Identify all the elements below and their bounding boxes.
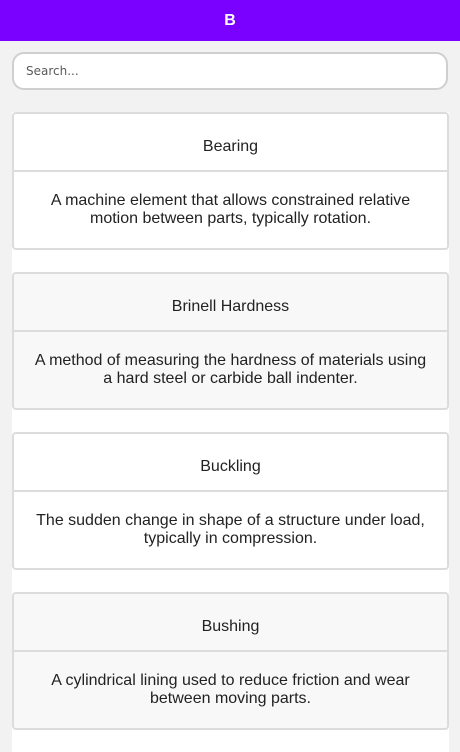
search-container [0,41,460,90]
glossary-term: Buckling [14,434,447,492]
glossary-definition: A machine element that allows constrained relative motion between parts, typically rotation. [50,192,411,227]
glossary-definition: A method of measuring the hardness of materials using a hard steel or carbide ball indenter. [34,352,427,387]
glossary-list [12,112,449,752]
glossary-card[interactable] [12,112,449,250]
glossary-card[interactable] [12,592,449,730]
header-bar [0,0,460,41]
glossary-card[interactable] [12,432,449,570]
glossary-definition: The sudden change in shape of a structure under load, typically in compression. [36,512,425,547]
glossary-definition: A cylindrical lining used to reduce friction and wear between moving parts. [51,672,410,707]
page-title: B [224,11,236,29]
glossary-card[interactable] [12,272,449,410]
glossary-term: Bearing [14,114,447,172]
glossary-term: Brinell Hardness [14,274,447,332]
search-input[interactable] [12,52,448,90]
glossary-term: Bushing [14,594,447,652]
